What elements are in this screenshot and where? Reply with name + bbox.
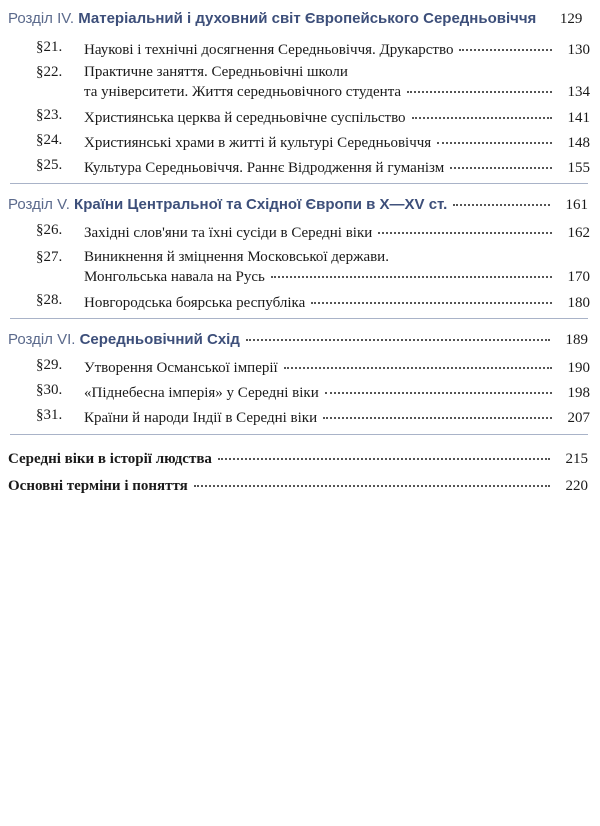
toc-entry[interactable]: [0, 130, 600, 150]
page-number: 180: [567, 295, 590, 311]
section-divider: [10, 318, 588, 319]
entry-title: Утворення Османської імперії: [84, 360, 278, 376]
part-title: Середньовічний Схід: [79, 331, 240, 348]
part-iv-heading[interactable]: [0, 8, 600, 28]
leader-dots: [218, 443, 550, 460]
page-number: 170: [567, 269, 590, 285]
section-number: §24.: [36, 132, 63, 148]
leader-dots: [246, 324, 550, 341]
closing-entry[interactable]: [0, 446, 600, 466]
leader-dots: [284, 352, 552, 369]
entry-title: Християнська церква й середньовічне суспільство: [84, 110, 406, 126]
leader-dots: [271, 261, 552, 278]
section-divider: [10, 434, 588, 435]
part-title: Матеріальний і духовний світ Європейського Середньовіччя: [78, 10, 537, 27]
leader-dots: [378, 217, 552, 234]
entry-title: Культура Середньовіччя. Раннє Відродження й гуманізм: [84, 160, 445, 176]
toc-entry[interactable]: [0, 405, 600, 425]
entry-title: Християнські храми в житті й культурі Середньовіччя: [84, 135, 432, 151]
page-number: 141: [567, 110, 590, 126]
entry-title-line: Виникнення й зміцнення Московської держави.: [84, 249, 389, 265]
toc-entry[interactable]: [0, 105, 600, 125]
closing-entry[interactable]: [0, 473, 600, 493]
entry-title: Наукові і технічні досягнення Середньовіччя. Друкарство: [84, 42, 454, 58]
toc-entry[interactable]: [0, 155, 600, 175]
page-number: 198: [567, 385, 590, 401]
toc-entry-continuation[interactable]: [0, 264, 600, 284]
page-number: 190: [567, 360, 590, 376]
section-number: §21.: [36, 39, 63, 55]
leader-dots: [453, 189, 550, 206]
entry-title-line: Практичне заняття. Середньовічні школи: [84, 64, 348, 80]
page-number: 207: [567, 410, 590, 426]
section-number: §30.: [36, 382, 63, 398]
part-vi-heading[interactable]: [0, 327, 600, 347]
section-number: §29.: [36, 357, 63, 373]
page-number: 134: [567, 84, 590, 100]
page-number: 215: [565, 451, 588, 467]
entry-title: «Піднебесна імперія» у Середні віки: [84, 385, 319, 401]
part-lead: Розділ VI.: [8, 331, 76, 348]
part-lead: Розділ V.: [8, 196, 70, 213]
page-number: 148: [567, 135, 590, 151]
toc-entry[interactable]: [0, 355, 600, 375]
section-number: §31.: [36, 407, 63, 423]
section-number: §27.: [36, 249, 63, 265]
leader-dots: [540, 5, 546, 20]
leader-dots: [412, 102, 552, 119]
entry-title-line: Монгольська навала на Русь: [84, 269, 265, 285]
entry-title-line: та університети. Життя середньовічного студента: [84, 84, 402, 100]
toc-entry[interactable]: [0, 37, 600, 57]
part-title: Країни Центральної та Східної Європи в X—XV ст.: [74, 196, 448, 213]
page-number: 189: [565, 332, 588, 348]
leader-dots: [323, 402, 552, 419]
page-number: 129: [559, 11, 583, 27]
leader-dots: [437, 127, 552, 144]
toc-entry[interactable]: [0, 220, 600, 240]
part-v-heading[interactable]: [0, 192, 600, 212]
section-number: §26.: [36, 222, 63, 238]
toc-entry[interactable]: [0, 290, 600, 310]
toc-entry-continuation[interactable]: [0, 79, 600, 99]
page-number: 155: [567, 160, 590, 176]
part-lead: Розділ IV.: [8, 10, 75, 27]
leader-dots: [450, 152, 552, 169]
toc-entry[interactable]: [0, 380, 600, 400]
page-number: 130: [567, 42, 590, 58]
entry-title: Країни й народи Індії в Середні віки: [84, 410, 318, 426]
entry-title: Новгородська боярська республіка: [84, 295, 306, 311]
leader-dots: [311, 287, 552, 304]
page-number: 162: [567, 225, 590, 241]
page-number: 161: [565, 197, 588, 213]
section-number: §28.: [36, 292, 63, 308]
section-number: §23.: [36, 107, 63, 123]
entry-title: Середні віки в історії людства: [8, 451, 212, 467]
leader-dots: [407, 76, 552, 93]
section-number: §25.: [36, 157, 63, 173]
leader-dots: [194, 470, 550, 487]
entry-title: Основні терміни і поняття: [8, 478, 188, 494]
leader-dots: [459, 34, 552, 51]
leader-dots: [325, 377, 552, 394]
section-number: §22.: [36, 64, 63, 80]
section-divider: [10, 183, 588, 184]
entry-title: Західні слов'яни та їхні сусіди в Середні віки: [84, 225, 373, 241]
page-number: 220: [565, 478, 588, 494]
